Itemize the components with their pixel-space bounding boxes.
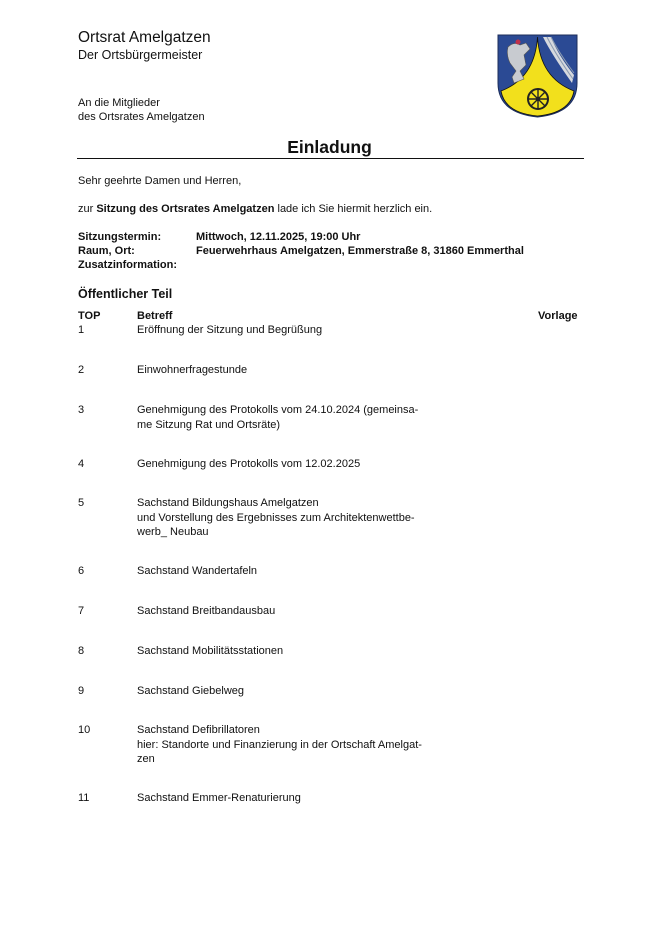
- agenda-item-line: Sachstand Breitbandausbau: [137, 605, 276, 617]
- organization-name: Ortsrat Amelgatzen: [78, 29, 211, 46]
- agenda-item-number: 4: [78, 458, 85, 470]
- column-header-subject: Betreff: [137, 310, 173, 322]
- greeting: Sehr geehrte Damen und Herren,: [78, 175, 242, 187]
- agenda-item-number: 11: [78, 792, 90, 804]
- meeting-info-label: Zusatzinformation:: [78, 259, 177, 271]
- column-header-top: TOP: [78, 310, 101, 322]
- agenda-item-number: 5: [78, 497, 85, 509]
- agenda-item-line: Sachstand Emmer-Renaturierung: [137, 792, 301, 804]
- meeting-date-label: Sitzungstermin:: [78, 231, 162, 243]
- intro-suffix: lade ich Sie hiermit herzlich ein.: [274, 203, 433, 215]
- agenda-item-subject: [137, 684, 244, 699]
- agenda-item-line: und Vorstellung des Ergebnisses zum Architektenwettbe-: [137, 511, 415, 524]
- agenda-item-line: me Sitzung Rat und Ortsräte): [137, 418, 281, 431]
- agenda-item-subject: [137, 564, 257, 579]
- column-header-template: Vorlage: [538, 310, 578, 322]
- agenda-item-number: 8: [78, 645, 85, 657]
- agenda-item-line: hier: Standorte und Finanzierung in der Ortschaft Amelgat-: [137, 738, 422, 751]
- agenda-item-line: Genehmigung des Protokolls vom 12.02.2025: [137, 458, 361, 470]
- intro-sentence: [78, 203, 432, 215]
- agenda-item-subject: [137, 644, 283, 659]
- agenda-item-line: Sachstand Bildungshaus Amelgatzen: [137, 497, 319, 509]
- agenda-item-line: Sachstand Defibrillatoren: [137, 724, 260, 736]
- agenda-item-subject: [137, 496, 415, 540]
- agenda-item-number: 1: [78, 324, 85, 336]
- meeting-place-value: Feuerwehrhaus Amelgatzen, Emmerstraße 8, 31860 Emmerthal: [196, 245, 524, 257]
- intro-meeting-name: Sitzung des Ortsrates Amelgatzen: [96, 203, 275, 215]
- agenda-item-subject: [137, 457, 360, 472]
- agenda-item-subject: [137, 791, 301, 806]
- coat-of-arms-logo: [496, 33, 579, 119]
- agenda-item-subject: [137, 323, 322, 338]
- title-divider: [77, 158, 584, 159]
- meeting-date-value: Mittwoch, 12.11.2025, 19:00 Uhr: [196, 231, 361, 243]
- agenda-item-number: 6: [78, 565, 85, 577]
- organization-role: Der Ortsbürgermeister: [78, 48, 203, 62]
- recipient-line: des Ortsrates Amelgatzen: [78, 111, 205, 123]
- agenda-item-line: Eröffnung der Sitzung und Begrüßung: [137, 324, 323, 336]
- agenda-item-subject: [137, 604, 275, 619]
- agenda-item-line: Sachstand Giebelweg: [137, 685, 245, 697]
- intro-prefix: zur: [78, 203, 97, 215]
- agenda-item-subject: [137, 403, 418, 432]
- agenda-item-number: 3: [78, 404, 85, 416]
- section-title: Öffentlicher Teil: [78, 287, 173, 301]
- agenda-item-subject: [137, 723, 422, 767]
- agenda-item-line: werb_ Neubau: [137, 526, 209, 538]
- agenda-item-line: Sachstand Wandertafeln: [137, 565, 258, 577]
- agenda-item-number: 9: [78, 685, 85, 697]
- agenda-item-line: Sachstand Mobilitätsstationen: [137, 645, 284, 657]
- recipient-block: [78, 96, 205, 124]
- agenda-item-number: 10: [78, 724, 91, 736]
- recipient-line: An die Mitglieder: [78, 97, 160, 109]
- agenda-item-line: zen: [137, 753, 155, 765]
- agenda-item-number: 2: [78, 364, 85, 376]
- meeting-place-label: Raum, Ort:: [78, 245, 135, 257]
- document-title: Einladung: [287, 137, 372, 157]
- agenda-item-line: Einwohnerfragestunde: [137, 364, 248, 376]
- agenda-item-subject: [137, 363, 247, 378]
- agenda-item-number: 7: [78, 605, 85, 617]
- agenda-item-line: Genehmigung des Protokolls vom 24.10.2024 (gemeinsa-: [137, 404, 419, 416]
